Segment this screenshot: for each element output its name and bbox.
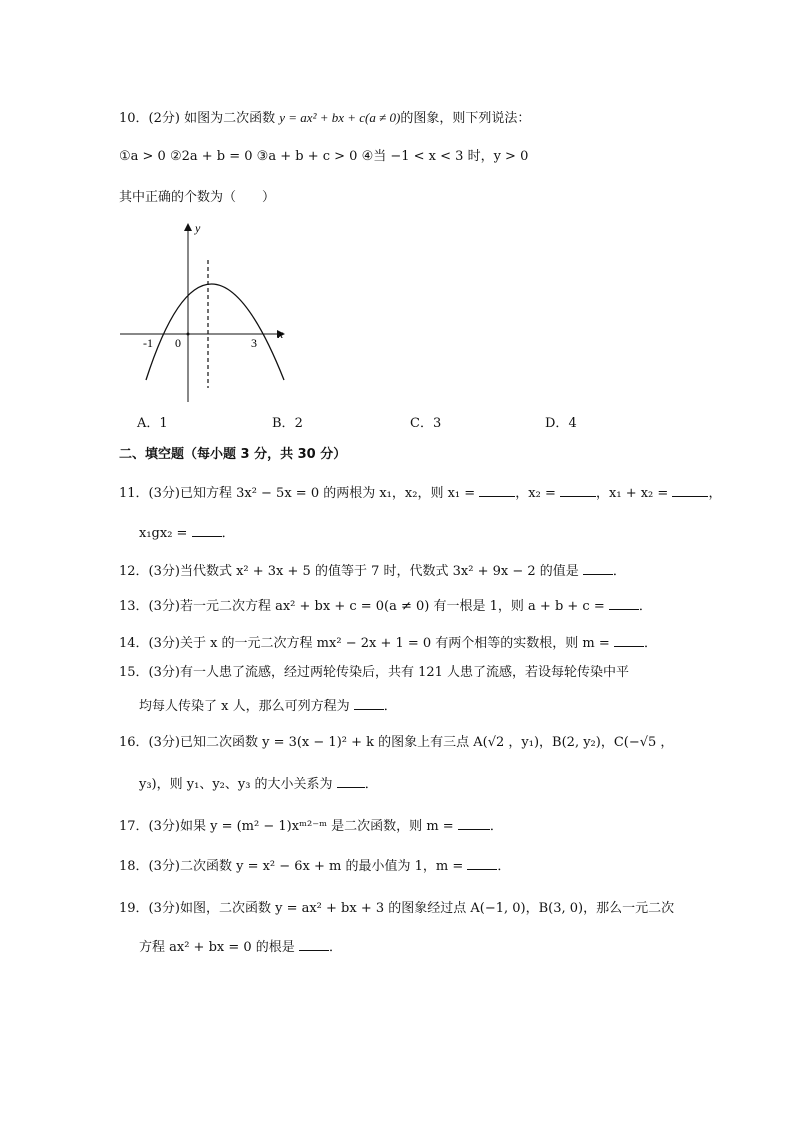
question-text: ． xyxy=(221,526,235,541)
option-value: 2 xyxy=(294,416,303,431)
answer-blank[interactable] xyxy=(458,817,490,830)
question-text: ． xyxy=(638,599,652,614)
question-text: 18．(3分)二次函数 y = x² − 6x + m 的最小值为 1，m = xyxy=(119,859,464,874)
option-value: 4 xyxy=(568,416,577,431)
question-10-stem xyxy=(119,109,530,128)
question-15-line-2 xyxy=(139,697,397,716)
tick-label-neg1: -1 xyxy=(143,336,153,350)
option-d[interactable] xyxy=(545,415,577,433)
answer-blank[interactable] xyxy=(467,857,497,870)
option-letter: D． xyxy=(545,416,569,431)
answer-blank[interactable] xyxy=(672,484,708,497)
tick-label-3: 3 xyxy=(251,336,257,350)
question-text: x₁gx₂ = xyxy=(139,526,188,541)
option-a[interactable] xyxy=(137,415,168,433)
answer-blank[interactable] xyxy=(560,484,596,497)
option-b[interactable] xyxy=(272,415,303,433)
question-18 xyxy=(119,857,510,876)
option-letter: B． xyxy=(272,416,295,431)
question-17 xyxy=(119,817,503,836)
question-text: ， xyxy=(708,486,722,501)
option-value: 3 xyxy=(432,416,442,431)
option-letter: A． xyxy=(137,416,160,431)
question-text: 11．(3分)已知方程 3x² − 5x = 0 的两根为 x₁，x₂，则 x₁ = xyxy=(119,486,476,501)
question-text: ． xyxy=(383,699,397,714)
y-axis-label: y xyxy=(195,221,201,235)
question-text: ，x₂ = xyxy=(515,486,556,501)
question-16-line-2 xyxy=(139,775,378,794)
answer-blank[interactable] xyxy=(614,634,644,647)
question-text: 12．(3分)当代数式 x² + 3x + 5 的值等于 7 时，代数式 3x² + 9x − 2 的值是 xyxy=(119,564,579,579)
answer-blank[interactable] xyxy=(299,938,329,951)
question-text: 14．(3分)关于 x 的一元二次方程 mx² − 2x + 1 = 0 有两个相等的实数根，则 m = xyxy=(119,636,610,651)
option-value: 1 xyxy=(159,416,168,431)
formula: y = ax² + bx + c(a ≠ 0) xyxy=(279,110,401,125)
question-number: 10． xyxy=(119,111,149,126)
parabola-curve xyxy=(146,284,284,380)
parabola-graph xyxy=(115,220,295,410)
answer-blank[interactable] xyxy=(337,775,365,788)
question-text: 17．(3分)如果 y = (m² − 1)xᵐ²⁻ᵐ 是二次函数，则 m = xyxy=(119,819,454,834)
option-letter: C． xyxy=(410,416,433,431)
question-text: 方程 ax² + bx = 0 的根是 xyxy=(139,940,295,955)
question-11-line-2 xyxy=(139,524,235,543)
question-text: 如图为二次函数 xyxy=(184,111,276,126)
x-axis-label: x xyxy=(278,327,284,341)
origin-point xyxy=(187,333,190,336)
question-text: ． xyxy=(497,859,511,874)
origin-label: 0 xyxy=(175,336,181,350)
answer-blank[interactable] xyxy=(192,524,222,537)
question-10-statements: ①a > 0 ②2a + b = 0 ③a + b + c > 0 ④当 −1 < x < 3 时，y > 0 xyxy=(119,149,529,164)
question-11-line-1 xyxy=(119,484,721,503)
question-15-line-1: 15．(3分)有一人患了流感，经过两轮传染后，共有 121 人患了流感，若设每轮传染中平 xyxy=(119,665,630,680)
question-text: ． xyxy=(489,819,503,834)
question-16-line-1: 16．(3分)已知二次函数 y = 3(x − 1)² + k 的图象上有三点 A(√2 ，y₁)，B(2, y₂)，C(−√5 ， xyxy=(119,735,674,750)
option-c[interactable] xyxy=(410,415,441,433)
answer-blank[interactable] xyxy=(583,562,613,575)
question-text: 均每人传染了 x 人，那么可列方程为 xyxy=(139,699,350,714)
question-text: ． xyxy=(643,636,657,651)
answer-blank[interactable] xyxy=(609,597,639,610)
question-text: ． xyxy=(328,940,342,955)
question-text: ． xyxy=(364,777,378,792)
question-10-prompt: 其中正确的个数为（ ） xyxy=(119,190,276,205)
question-14 xyxy=(119,634,657,653)
question-points: (2分) xyxy=(148,111,180,126)
question-text: 13．(3分)若一元二次方程 ax² + bx + c = 0(a ≠ 0) 有一根是 1，则 a + b + c = xyxy=(119,599,605,614)
answer-blank[interactable] xyxy=(479,484,515,497)
answer-blank[interactable] xyxy=(354,697,384,710)
question-19-line-1: 19．(3分)如图，二次函数 y = ax² + bx + 3 的图象经过点 A(−1, 0)，B(3, 0)，那么一元二次 xyxy=(119,901,675,916)
question-text: 的图象，则下列说法： xyxy=(400,111,531,126)
question-12 xyxy=(119,562,626,581)
section-title: 二、填空题（每小题 3 分，共 30 分） xyxy=(119,447,347,462)
question-text: ． xyxy=(612,564,626,579)
question-text: y₃)，则 y₁、y₂、y₃ 的大小关系为 xyxy=(139,777,333,792)
y-axis-arrow xyxy=(184,223,192,231)
question-19-line-2 xyxy=(139,938,342,957)
question-text: ，x₁ + x₂ = xyxy=(596,486,669,501)
question-13 xyxy=(119,597,652,616)
